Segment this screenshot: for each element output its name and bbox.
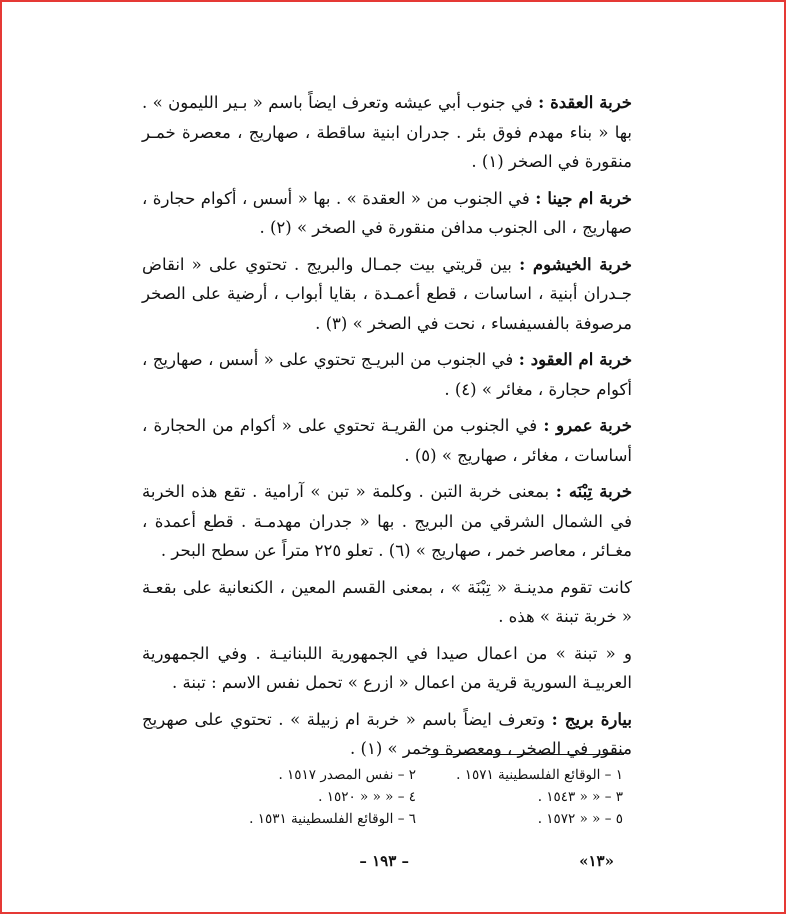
entry-heading: خربة العقدة : bbox=[538, 93, 633, 112]
paragraph bbox=[142, 411, 632, 470]
entry-text: كانت تقوم مدينـة « تِبْنَة » ، بمعنى القسم المعين ، الكنعانية على بقعـة « خربة تبنة » هذه . bbox=[142, 577, 632, 626]
footnote: ١ – الوقائع الفلسطينية ١٥٧١ . bbox=[456, 767, 623, 783]
paragraph bbox=[142, 477, 632, 566]
entry-text: و « تبنة » من اعمال صيدا في الجمهورية اللبنانيـة . وفي الجمهورية العربيـة السورية قرية من اعمال « ازرع » تحمل نفس الاسم : تبنة . bbox=[142, 643, 632, 692]
paragraph bbox=[142, 184, 632, 243]
paragraph bbox=[142, 573, 632, 632]
entry-text: بمعنى خربة التبن . وكلمة « تبن » آرامية . تقع هذه الخربة في الشمال الشرقي من البريج . بها « جدران مهدمـة . قطع أعمدة ، مغـائر ، معاصر خمر ، صهاريج » (٦) . تعلو ٢٢٥ متراً عن سطح البحر . bbox=[142, 482, 632, 560]
paragraph bbox=[142, 250, 632, 339]
entry-text: في الجنوب من القريـة تحتوي على « أكوام من الحجارة ، أساسات ، مغائر ، صهاريج » (٥) . bbox=[142, 416, 632, 465]
footnote: ٢ – نفس المصدر ١٥١٧ . bbox=[278, 767, 417, 783]
footnote: ٥ – « « ١٥٧٢ . bbox=[537, 811, 623, 827]
signature-mark: «١٣» bbox=[579, 852, 614, 870]
footnotes bbox=[225, 764, 623, 830]
entry-text: وتعرف ايضاً باسم « خربة ام زبيلة » . تحتوي على صهريج منقور في الصخر ، ومعصرة وخمر » (١) . bbox=[142, 709, 632, 758]
entry-heading: خربة الخيشوم : bbox=[519, 254, 632, 274]
paragraph bbox=[142, 345, 632, 404]
document-body bbox=[142, 88, 632, 771]
entry-heading: خربة ام العقود : bbox=[518, 350, 633, 369]
entry-text: في جنوب أبي عيشه وتعرف ايضاً باسم « بـير الليمون » . بها « بناء مهدم فوق بئر . جدران ابنية ساقطة ، صهاريج ، معصرة خمـر منقورة في الصخر (١) . bbox=[142, 93, 632, 171]
entry-heading: بيارة بريج : bbox=[551, 709, 632, 729]
footnote: ٦ – الوقائع الفلسطينية ١٥٣١ . bbox=[249, 811, 417, 827]
footnote: ٣ – « « ١٥٤٣ . bbox=[537, 789, 623, 805]
entry-heading: خربة تِبْنَه : bbox=[555, 482, 633, 501]
page-number: – ١٩٣ – bbox=[359, 852, 409, 870]
paragraph bbox=[142, 88, 632, 177]
footnote-row bbox=[225, 764, 623, 786]
footnote: ٤ – « « « ١٥٢٠ . bbox=[318, 789, 417, 805]
entry-heading: خربة عمرو : bbox=[543, 416, 632, 435]
footnote-separator bbox=[428, 754, 624, 755]
paragraph bbox=[142, 639, 632, 698]
footnote-row bbox=[225, 808, 623, 830]
footnote-row bbox=[225, 786, 623, 808]
entry-text: بين قريتي بيت جمـال والبريج . تحتوي على « انقاض جـدران أبنية ، اساسات ، قطع أعمـدة ، بقايا أبواب ، أرضية على الصخر مرصوفة بالفسيفساء ، نحت في الصخر » (٣) . bbox=[142, 254, 632, 333]
entry-heading: خربة ام جينا : bbox=[535, 188, 632, 208]
entry-text: في الجنوب من البريـج تحتوي على « أسس ، صهاريج ، أكوام حجارة ، مغائر » (٤) . bbox=[142, 350, 632, 399]
entry-text: في الجنوب من « العقدة » . بها « أسس ، أكوام حجارة ، صهاريج ، الى الجنوب مدافن منقورة في الصخر » (٢) . bbox=[142, 188, 632, 237]
